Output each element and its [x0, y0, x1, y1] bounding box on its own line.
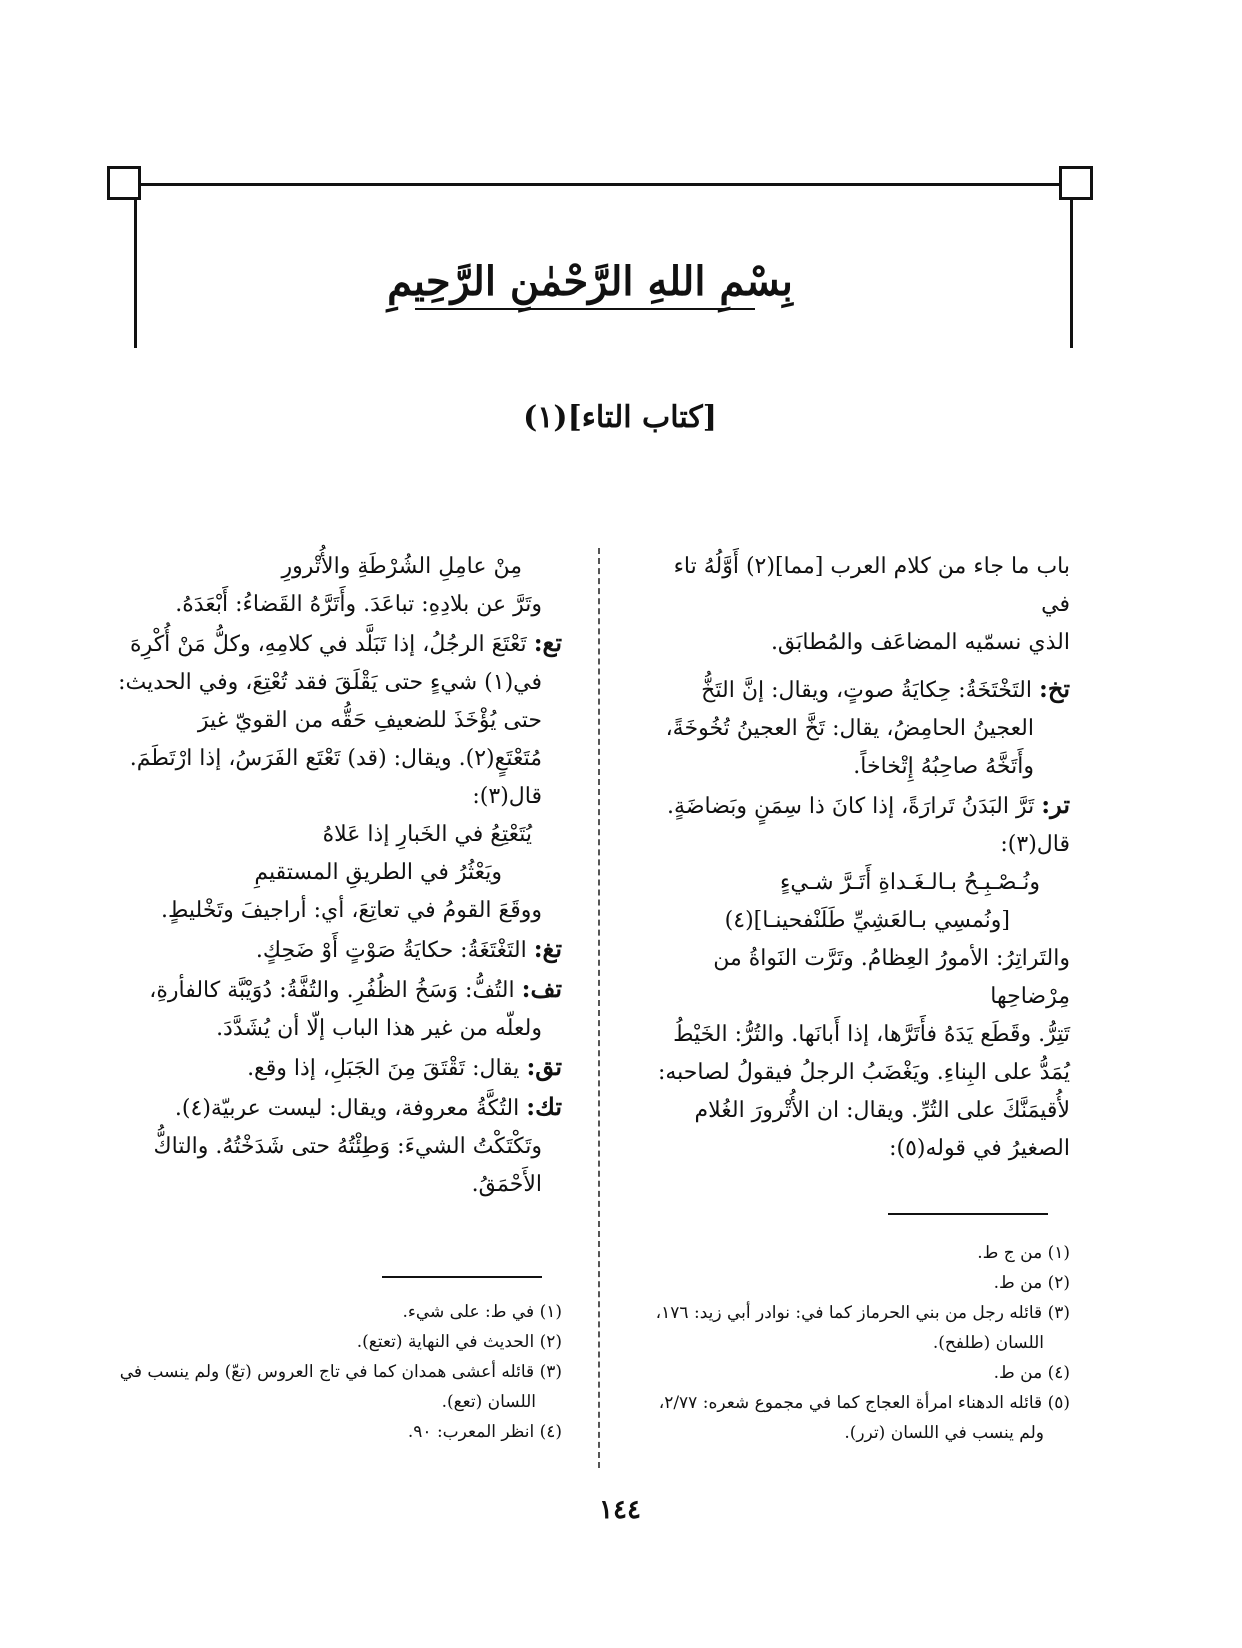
footnotes-left [110, 1297, 562, 1447]
verse-line: ويَعْثُرُ في الطريقِ المستقيمِ [254, 860, 502, 885]
footnote: (٣) قائله أعشى همدان كما في تاج العروس (تعّ) ولم ينسب في [119, 1362, 562, 1382]
text-line: وأَتَخَّهُ صاحِبُهُ إِتْخاخاً. [853, 754, 1034, 779]
basmala: بِسْمِ اللهِ الرَّحْمٰنِ الرَّحِيمِ [387, 258, 793, 305]
column-divider [598, 548, 600, 1468]
text-line: يُمَدُّ على البِناءِ. ويَغْضَبُ الرجلُ فيقولُ لصاحبه: [657, 1060, 1070, 1085]
frame-corner-right [1059, 166, 1093, 200]
entry-head: تف: [521, 974, 562, 1003]
text-line: الصغيرُ في قوله(٥): [889, 1136, 1070, 1161]
entry-head: تع: [533, 628, 562, 657]
footnote: (٢) الحديث في النهاية (تعتع). [356, 1332, 562, 1352]
text-line: قال(٣): [1000, 832, 1070, 857]
verse-line: يُتَعْتِعُ في الخَبارِ إذا عَلاهُ [322, 822, 532, 847]
text-line: قال(٣): [472, 784, 542, 809]
verse-line: ونُـصْـبِـحُ بـالـغَـداةِ أَتَـرَّ شـيءٍ [779, 870, 1040, 895]
intro-line: الذي نسمّيه المضاعَف والمُطابَق. [770, 630, 1070, 655]
entry-tak: تك: التُكَّةُ معروفة، ويقال: ليست عربيّة(٤). [174, 1092, 562, 1121]
footnotes-right [640, 1238, 1070, 1448]
text-line: العجينُ الحامِضُ، يقال: تَخَّ العجينُ تُخُوخَةً، [665, 716, 1034, 741]
text-line: لأُقيمَنَّكَ على التُرِّ. ويقال: ان الأُتْرورَ الغُلام [694, 1098, 1070, 1123]
entry-takh: تخ: التَخْتَخَةُ: حِكايَةُ صوتٍ، ويقال: إنَّ التَخُّ [701, 674, 1070, 703]
entry-tagh: تغ: التَغْتَغَةُ: حكايَةُ صَوْتٍ أَوْ ضَحِكٍ. [255, 934, 562, 963]
left-column [110, 548, 562, 1204]
entry-taf: تف: التُفُّ: وَسَخُ الظُفُرِ. والتُفَّةُ: دُوَيْبَّة كالفأرةِ، [149, 974, 562, 1003]
text-line: ووقَعَ القومُ في تعاتِعَ، أي: أراجيفَ وتَخْليطٍ. [161, 898, 542, 923]
entry-head: تق: [526, 1052, 562, 1081]
footnote: (٣) قائله رجل من بني الحرماز كما في: نوادر أبي زيد: ١٧٦، [655, 1303, 1070, 1323]
text-line: تَتِرُّ. وقَطَع يَدَهُ فأَتَرَّها، إذا أَبانَها. والتُرُّ: الخَيْطُ [673, 1022, 1070, 1047]
entry-head: تخ: [1038, 674, 1070, 703]
verse-line: مِنْ عامِلِ الشُرْطَةِ والأُتْرورِ [281, 554, 522, 579]
footnote: (٢) من ط. [993, 1273, 1070, 1293]
basmala-underline [415, 308, 755, 310]
header-frame-left [134, 183, 137, 348]
header-frame-right [1070, 183, 1073, 348]
footnote-continuation: اللسان (طلفح). [932, 1333, 1044, 1353]
text-line: في(١) شيءٍ حتى يَقْلَقَ فقد تُعْتِعَ، وفي الحديث: [118, 670, 542, 695]
frame-corner-left [107, 166, 141, 200]
footnote: (٥) قائله الدهناء امرأة العجاج كما في مجموع شعره: ٢/٧٧، [658, 1393, 1070, 1413]
entry-ta: تع: تَعْتَعَ الرجُلُ، إذا تَبَلَّد في كلامِهِ، وكلُّ مَنْ أُكْرِهَ [130, 628, 562, 657]
text-line: وتَكْتَكْتُ الشيءَ: وَطِئْتُهُ حتى شَدَخْتُهُ. والتاكُّ [153, 1134, 542, 1159]
text-line: مُتَعْتَعٍ(٢). ويقال: (قد) تَعْتَع الفَرَسُ، إذا ارْتَطَمَ. [129, 746, 542, 771]
entry-head: تر: [1041, 790, 1070, 819]
footnote: (١) من ج ط. [977, 1243, 1070, 1263]
intro-line: باب ما جاء من كلام العرب [مما](٢) أَوَّلُهُ تاء في [673, 554, 1070, 617]
entry-head: تك: [526, 1092, 562, 1121]
book-title: [كتاب التاء](١) [523, 400, 717, 435]
header-frame-top [120, 183, 1087, 186]
text-line: والتَراتِرُ: الأمورُ العِظامُ. وتَرَّت النَواةُ من مِرْضاحِها [713, 946, 1070, 1009]
text-line: وتَرَّ عن بلادِهِ: تباعَدَ. وأَتَرَّهُ القَضاءُ: أَبْعَدَهُ. [175, 592, 542, 617]
right-column [640, 548, 1070, 1168]
footnote: (١) في ط: على شيء. [402, 1302, 562, 1322]
entry-head: تغ: [533, 934, 562, 963]
footnote-rule-right [888, 1213, 1048, 1215]
entry-taq: تق: يقال: تَقْتَقَ مِنَ الجَبَلِ، إذا وقع. [247, 1052, 562, 1081]
footnote-continuation: ولم ينسب في اللسان (ترر). [844, 1423, 1044, 1443]
entry-tarr: تر: تَرَّ البَدَنُ تَرارَةً، إذا كانَ ذا سِمَنٍ وبَضاضَةٍ. [667, 790, 1070, 819]
text-line: حتى يُؤْخَذَ للضعيفِ حَقُّه من القويّ غيرَ [197, 708, 542, 733]
footnote: (٤) انظر المعرب: ٩٠. [407, 1422, 562, 1442]
page-number: ١٤٤ [599, 1495, 641, 1525]
footnote-continuation: اللسان (تعع). [441, 1392, 536, 1412]
footnote-rule-left [382, 1276, 542, 1278]
text-line: ولعلّه من غير هذا الباب إلّا أن يُشَدَّدَ. [216, 1016, 542, 1041]
text-line: الأَحْمَقُ. [471, 1172, 542, 1197]
verse-line: [ونُمسِي بـالعَشِيِّ طَلَنْفحينـا](٤) [724, 908, 1010, 933]
footnote: (٤) من ط. [993, 1363, 1070, 1383]
